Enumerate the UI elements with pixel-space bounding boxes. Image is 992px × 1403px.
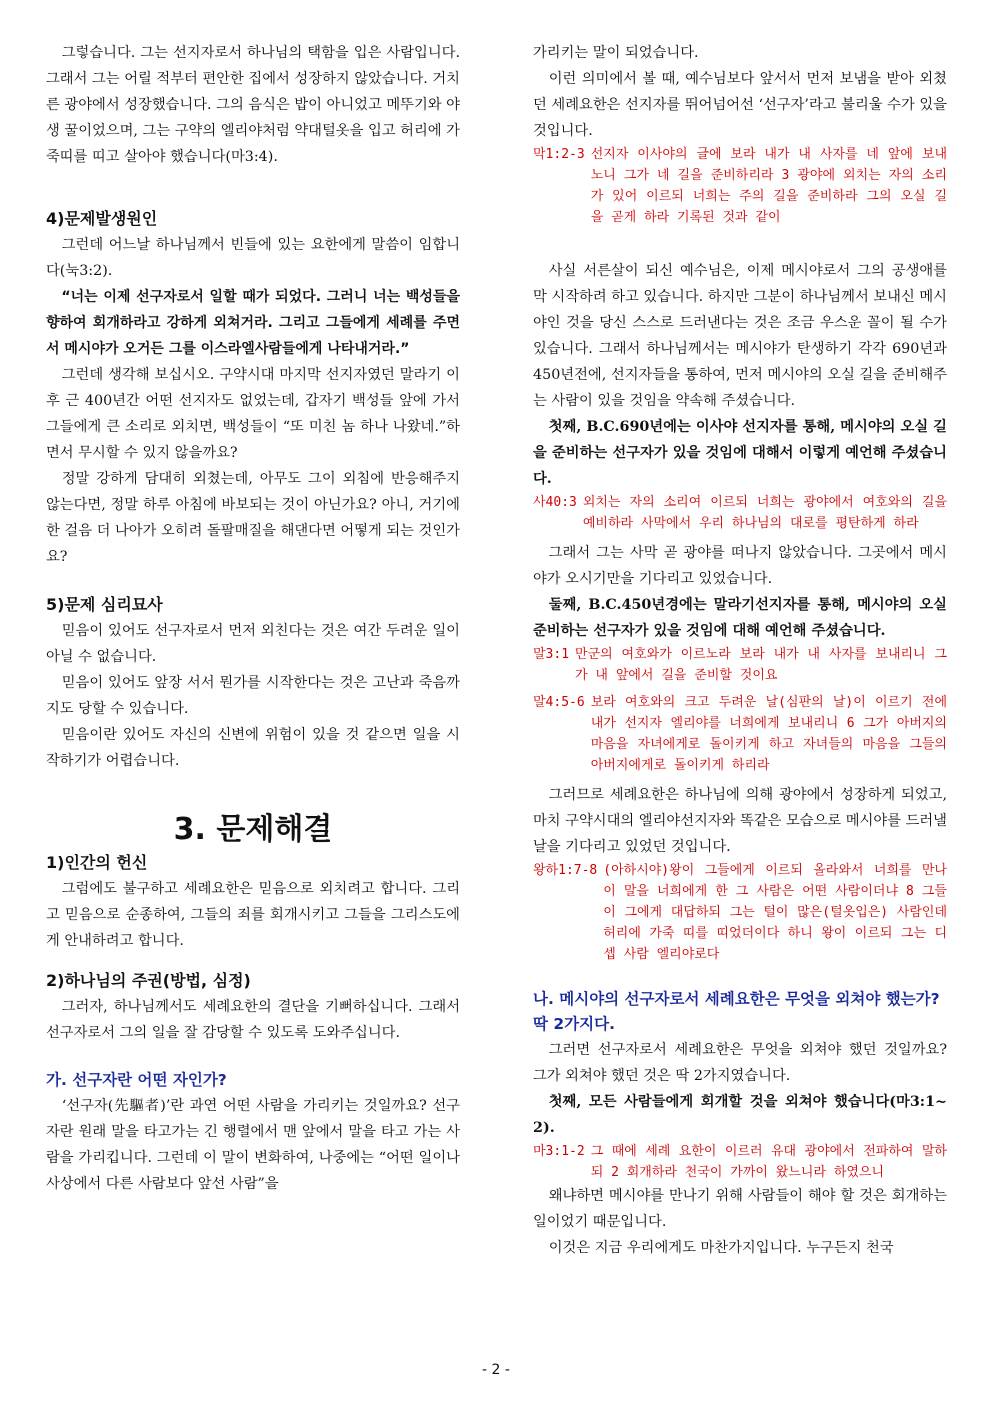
scripture-ref: 사40:3 <box>533 495 577 510</box>
paragraph: 사실 서른살이 되신 예수님은, 이제 메시야로서 그의 공생애를 막 시작하려 하고 있습니다. 하지만 그분이 하나님께서 보내신 메시야인 것을 당신 스스로 드러낸다는 것은 조금 우스운 꼴이 될 수가 있습니다. 그래서 하나님께서는 메시야가 탄생하기 각각 690년과 450년전에, 선지자들을 통하여, 먼저 메시야의 오실 길을 준비해주는 사람이 있을 것임을 약속해 주셨습니다. <box>533 263 947 409</box>
paragraph: 그래서 그는 사막 곧 광야를 떠나지 않았습니다. 그곳에서 메시야가 오시기만을 기다리고 있었습니다. <box>533 545 947 587</box>
section-heading-god: 2)하나님의 주권(방법, 심정) <box>46 971 251 990</box>
scripture-text: 외치는 자의 소리여 이르되 너희는 광야에서 여호와의 길을 예비하라 사막에서 우리 하나님의 대로를 평탄하게 하라 <box>582 495 947 531</box>
paragraph: 그러자, 하나님께서도 세례요한의 결단을 기뻐하십니다. 그래서 선구자로서 그의 일을 잘 감당할 수 있도록 도와주십니다. <box>46 999 460 1041</box>
paragraph: 그럼에도 불구하고 세례요한은 믿음으로 외치려고 합니다. 그리고 믿음으로 순종하여, 그들의 죄를 회개시키고 그들을 그리스도에게 안내하려고 합니다. <box>46 881 460 949</box>
scripture-quote <box>533 144 947 228</box>
scripture-text: 보라 여호와의 크고 두려운 날(심판의 날)이 이르기 전에 내가 선지자 엘리야를 너희에게 보내리니 6 그가 아버지의 마음을 자녀에게로 돌이키게 하고 자녀들의 마음을 그들의 아버지에게로 돌이키게 하리라 <box>590 695 947 773</box>
scripture-text: 그 때에 세례 요한이 이르러 유대 광야에서 전파하여 말하되 2 회개하라 천국이 가까이 왔느니라 하였으니 <box>590 1144 947 1180</box>
scripture-quote <box>533 860 947 965</box>
scripture-text: 만군의 여호와가 이르노라 보라 내가 내 사자를 보내리니 그가 내 앞에서 길을 준비할 것이요 <box>575 647 947 683</box>
page-number: - 2 - <box>482 1362 510 1378</box>
paragraph: 정말 강하게 담대히 외쳤는데, 아무도 그이 외침에 반응해주지 않는다면, 정말 하루 아침에 바보되는 것이 아닌가요? 아니, 거기에 한 걸음 더 나아가 오히려 돌팔매질을 해댄다면 어떻게 되는 것인가요? <box>46 471 460 565</box>
section-heading-cause: 4)문제발생원인 <box>46 209 158 228</box>
scripture-quote <box>533 644 947 686</box>
paragraph: 그러면 선구자로서 세례요한은 무엇을 외쳐야 했던 것일까요? 그가 외쳐야 했던 것은 딱 2가지였습니다. <box>533 1042 947 1084</box>
scripture-ref: 마3:1-2 <box>533 1144 585 1159</box>
main-heading-solution: 3. 문제해결 <box>173 812 333 847</box>
scripture-ref: 막1:2-3 <box>533 147 585 162</box>
paragraph: 믿음이란 있어도 자신의 신변에 위험이 있을 것 같으면 일을 시작하기가 어렵습니다. <box>46 727 460 769</box>
scripture-ref: 왕하1:7-8 <box>533 863 598 878</box>
paragraph: 이런 의미에서 볼 때, 예수님보다 앞서서 먼저 보냄을 받아 외쳤던 세례요한은 선지자를 뛰어넘어선 ‘선구자’라고 불리울 수가 있을 것입니다. <box>533 71 947 139</box>
scripture-text: 선지자 이사야의 글에 보라 내가 내 사자를 네 앞에 보내노니 그가 네 길을 준비하리라 3 광야에 외치는 자의 소리가 있어 이르되 너희는 주의 길을 준비하라 그의 오실 길을 곧게 하라 기록된 것과 같이 <box>590 147 947 225</box>
quote-block: “너는 이제 선구자로서 일할 때가 되었다. 그러니 너는 백성들을 향하여 회개하라고 강하게 외쳐거라. 그리고 그들에게 세례를 주면서 메시야가 오거든 그를 이스라엘사람들에게 나타내거라.” <box>46 289 460 357</box>
subheading-na: 나. 메시야의 선구자로서 세례요한은 무엇을 외쳐야 했는가? 딱 2가지다. <box>533 990 940 1033</box>
paragraph: 첫째, 모든 사람들에게 회개할 것을 외쳐야 했습니다(마3:1~2). <box>533 1094 947 1136</box>
section-heading-human: 1)인간의 헌신 <box>46 853 148 872</box>
paragraph: 둘째, B.C.450년경에는 말라기선지자를 통해, 메시야의 오실 준비하는 선구자가 있을 것임에 대해 예언해 주셨습니다. <box>533 597 947 639</box>
scripture-quote <box>533 692 947 776</box>
scripture-quote <box>533 1141 947 1183</box>
right-column <box>533 40 947 1261</box>
left-column <box>46 40 460 1197</box>
paragraph: 믿음이 있어도 선구자로서 먼저 외친다는 것은 여간 두려운 일이 아닐 수 없습니다. <box>46 623 460 665</box>
scripture-ref: 말3:1 <box>533 647 570 662</box>
paragraph: 첫째, B.C.690년에는 이사야 선지자를 통해, 메시야의 오실 길을 준비하는 선구자가 있을 것임에 대해서 이렇게 예언해 주셨습니다. <box>533 419 947 487</box>
paragraph: 그런데 생각해 보십시오. 구약시대 마지막 선지자였던 말라기 이후 근 400년간 어떤 선지자도 없었는데, 갑자기 백성들 앞에 가서 그들에게 큰 소리로 외치면, 백성들이 “또 미친 놈 하나 나왔네.”하면서 무시할 수 있지 않을까요? <box>46 367 460 461</box>
section-heading-psych: 5)문제 심리묘사 <box>46 595 163 614</box>
paragraph: 이것은 지금 우리에게도 마찬가지입니다. 누구든지 천국 <box>548 1240 894 1256</box>
paragraph: 그런데 어느날 하나님께서 빈들에 있는 요한에게 말씀이 임합니다(눅3:2). <box>46 237 460 279</box>
paragraph: 가리키는 말이 되었습니다. <box>533 45 699 61</box>
paragraph: 그러므로 세례요한은 하나님에 의해 광야에서 성장하게 되었고, 마치 구약시대의 엘리야선지자와 똑같은 모습으로 메시야를 드러낼 날을 기다리고 있었던 것입니다. <box>533 787 947 855</box>
paragraph: ‘선구자(先驅者)’란 과연 어떤 사람을 가리키는 것일까요? 선구자란 원래 말을 타고가는 긴 행렬에서 맨 앞에서 말을 타고 가는 사람을 가리킵니다. 그런데 이 말이 변화하여, 나중에는 “어떤 일이나 사상에서 다른 사람보다 앞선 사람”을 <box>46 1098 460 1192</box>
scripture-text: (아하시야)왕이 그들에게 이르되 올라와서 너희를 만나 이 말을 너희에게 한 그 사람은 어떤 사람이더냐 8 그들이 그에게 대답하되 그는 털이 많은(털옷입은) 사람인데 허리에 가죽 띠를 띠었더이다 하니 왕이 이르되 그는 디셉 사람 엘리야로다 <box>603 863 947 962</box>
paragraph: 믿음이 있어도 앞장 서서 뭔가를 시작한다는 것은 고난과 죽음까지도 당할 수 있습니다. <box>46 675 460 717</box>
scripture-quote <box>533 492 947 534</box>
scripture-ref: 말4:5-6 <box>533 695 585 710</box>
subheading-ga: 가. 선구자란 어떤 자인가? <box>46 1071 227 1089</box>
paragraph: 왜냐하면 메시야를 만나기 위해 사람들이 해야 할 것은 회개하는 일이었기 때문입니다. <box>533 1188 947 1230</box>
paragraph: 그렇습니다. 그는 선지자로서 하나님의 택함을 입은 사람입니다. 그래서 그는 어릴 적부터 편안한 집에서 성장하지 않았습니다. 거치른 광야에서 성장했습니다. 그의 음식은 밥이 아니었고 메뚜기와 야생 꿀이었으며, 그는 구약의 엘리야처럼 약대털옷을 입고 허리에 가죽띠를 띠고 살아야 했습니다(마3:4). <box>46 45 460 165</box>
